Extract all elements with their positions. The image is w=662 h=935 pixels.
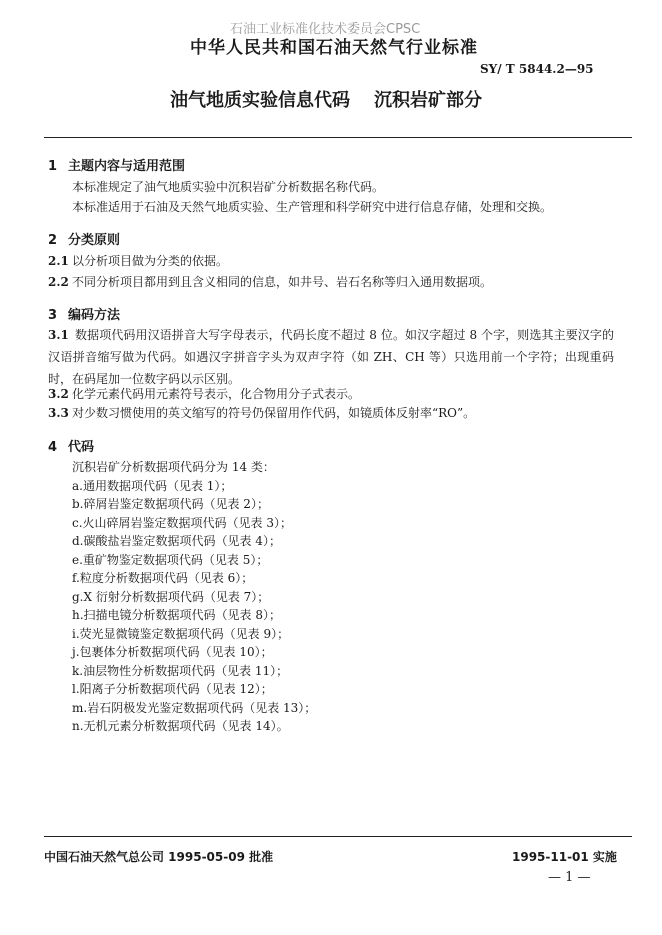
clause-2-2 — [48, 271, 492, 293]
list-item: j.包裹体分析数据项代码（见表 10）； — [72, 645, 273, 659]
section-title: 代码 — [68, 440, 95, 455]
approval-line: 中国石油天然气总公司 1995-05-09 批准 — [44, 850, 274, 864]
clause-text: 化学元素代码用元素符号表示，化合物用分子式表示。 — [72, 387, 361, 401]
list-item: c.火山碎屑岩鉴定数据项代码（见表 3）； — [72, 515, 292, 530]
clause-3-3 — [48, 402, 475, 424]
list-item: g.X 衍射分析数据项代码（见表 7）； — [72, 589, 270, 604]
list-item: f.粒度分析数据项代码（见表 6）； — [72, 571, 254, 585]
header-rule — [44, 137, 632, 138]
clause-number: 3.1 — [48, 328, 69, 342]
clause-text: 对少数习惯使用的英文缩写的符号仍保留用作代码，如镜质体反射率“RO”。 — [72, 406, 476, 420]
clause-text: 以分析项目做为分类的依据。 — [72, 254, 229, 268]
clause-number: 2.1 — [48, 254, 69, 268]
list-item: e.重矿物鉴定数据项代码（见表 5）； — [72, 552, 269, 567]
section-title: 编码方法 — [68, 308, 121, 323]
clause-number: 2.2 — [48, 275, 69, 289]
title-main: 油气地质实验信息代码 — [170, 90, 350, 111]
document-title — [170, 86, 482, 112]
clause-2-1 — [48, 250, 228, 272]
list-item: h.扫描电镜分析数据项代码（见表 8）； — [72, 608, 281, 622]
section-number: 3 — [48, 308, 58, 323]
title-sub: 沉积岩矿部分 — [374, 90, 482, 111]
list-item: d.碳酸盐岩鉴定数据项代码（见表 4）； — [72, 534, 281, 548]
section-1-heading — [48, 155, 185, 174]
list-item: n.无机元素分析数据项代码（见表 14）。 — [72, 719, 289, 733]
clause-number: 3.3 — [48, 406, 69, 420]
section-1-paragraph-1: 本标准规定了油气地质实验中沉积岩矿分析数据名称代码。 — [72, 180, 385, 194]
section-4-heading — [48, 436, 94, 455]
clause-text: 不同分析项目都用到且含义相同的信息，如井号、岩石名称等归入通用数据项。 — [72, 275, 493, 289]
section-number: 1 — [48, 159, 58, 174]
section-3-heading — [48, 304, 120, 323]
section-number: 2 — [48, 233, 58, 248]
list-item: a.通用数据项代码（见表 1）； — [72, 478, 233, 493]
list-item: b.碎屑岩鉴定数据项代码（见表 2）； — [72, 497, 269, 511]
clause-number: 3.2 — [48, 387, 69, 401]
standard-type: 中华人民共和国石油天然气行业标准 — [190, 38, 478, 58]
list-intro: 沉积岩矿分析数据项代码分为 14 类： — [72, 460, 275, 474]
list-item: i.荧光显微镜鉴定数据项代码（见表 9）； — [72, 626, 290, 641]
list-item: m.岩石阴极发光鉴定数据项代码（见表 13）； — [72, 700, 317, 715]
list-item: k.油层物性分析数据项代码（见表 11）； — [72, 663, 289, 678]
section-title: 分类原则 — [68, 233, 121, 248]
standard-code: SY/ T 5844.2—95 — [480, 62, 594, 76]
section-1-paragraph-2: 本标准适用于石油及天然气地质实验、生产管理和科学研究中进行信息存储，处理和交换。 — [72, 200, 553, 214]
watermark: 石油工业标准化技术委员会CPSC — [230, 22, 421, 37]
list-item: l.阳离子分析数据项代码（见表 12）； — [72, 682, 273, 696]
clause-3-1 — [48, 324, 614, 390]
page-number: — 1 — — [548, 870, 591, 885]
section-number: 4 — [48, 440, 58, 455]
code-category-list — [72, 458, 316, 736]
implementation-date: 1995-11-01 实施 — [512, 850, 617, 864]
clause-text: 数据项代码用汉语拼音大写字母表示，代码长度不超过 8 位。如汉字超过 8 个字，则选其主要汉字的汉语拼音缩写做为代码。如遇汉字拼音字头为双声字符（如 ZH、CH 等）只选用前一个字符；出现重码时，在码尾加一位数字码以示区别。 — [48, 328, 614, 386]
section-title: 主题内容与适用范围 — [68, 159, 186, 174]
footer-rule — [44, 836, 632, 837]
section-2-heading — [48, 229, 120, 248]
